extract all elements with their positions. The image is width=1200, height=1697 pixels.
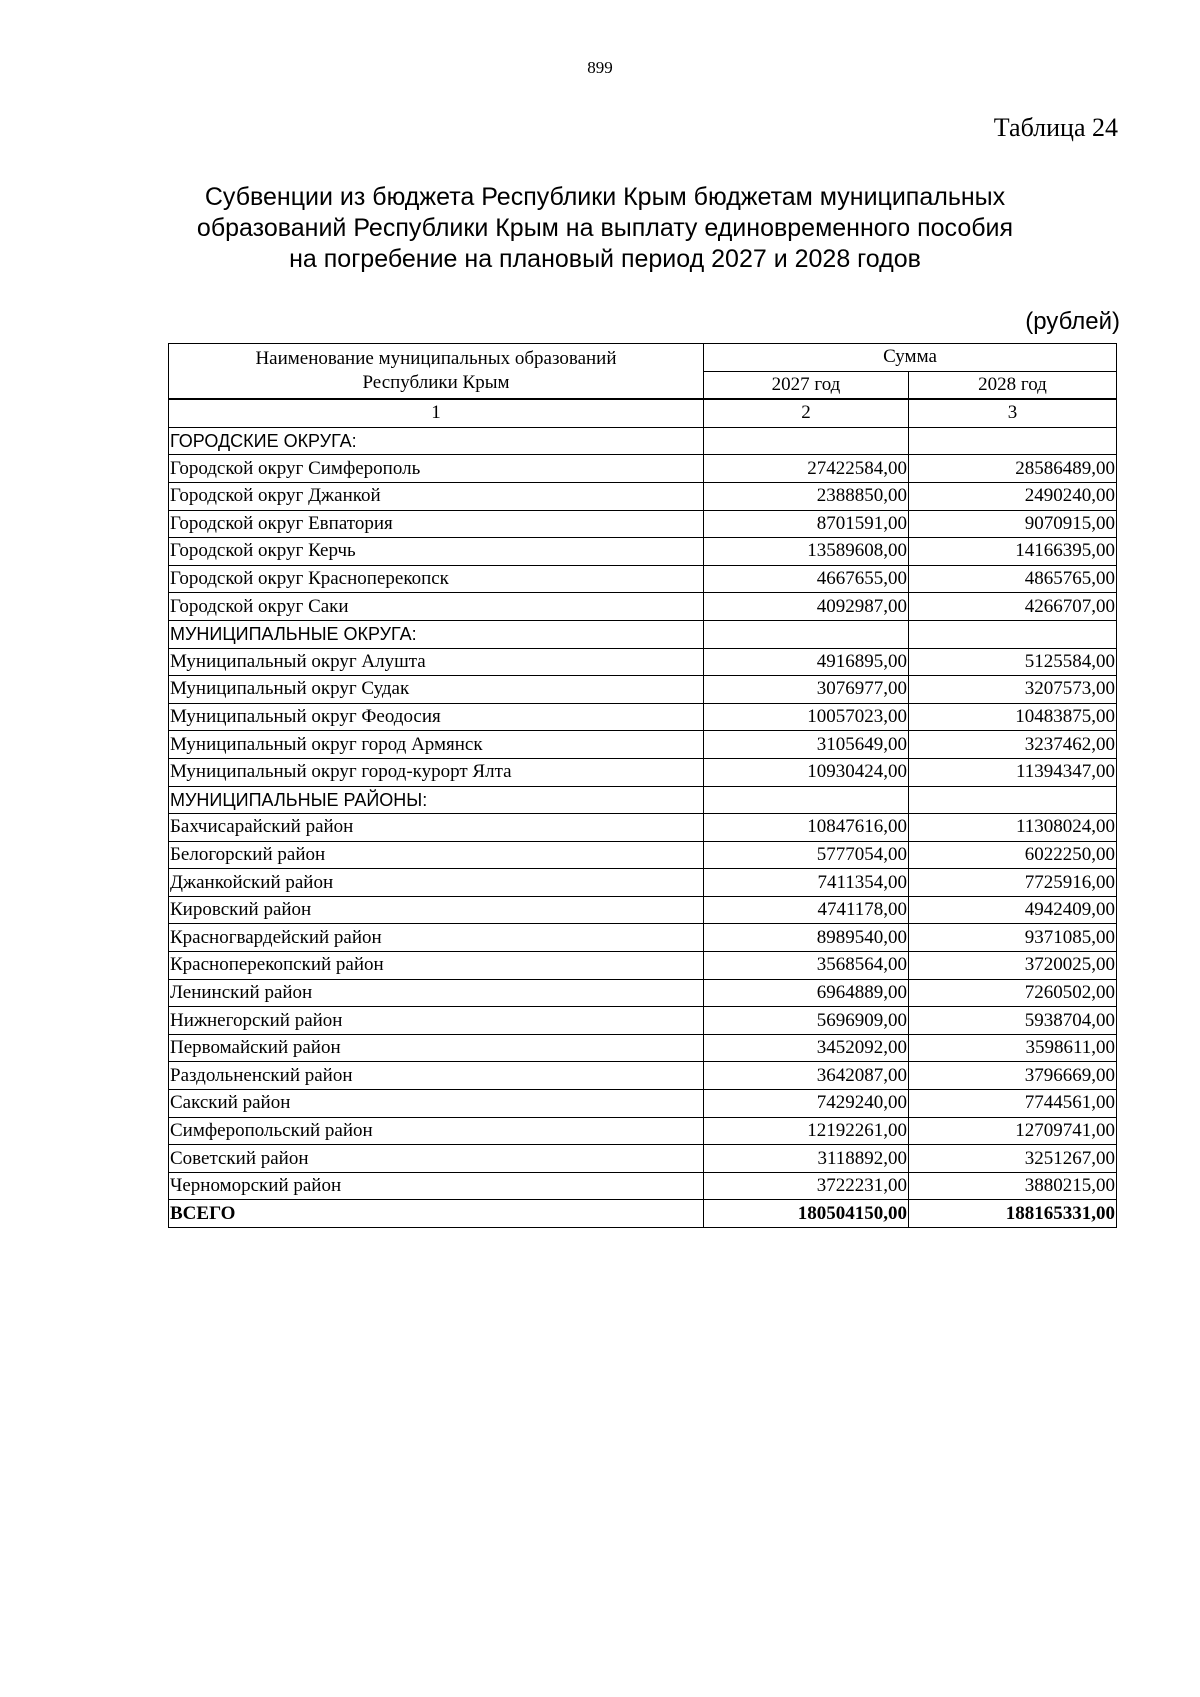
table-row [169,1172,1117,1200]
section-heading: ГОРОДСКИЕ ОКРУГА: [169,427,704,455]
title-line: Субвенции из бюджета Республики Крым бюджетам муниципальных [204,183,1006,211]
table-row [169,731,1117,759]
table-row [169,455,1117,483]
amount-2028: 4942409,00 [909,896,1117,924]
amount-2027: 7411354,00 [704,869,909,897]
amount-2027: 3105649,00 [704,731,909,759]
table-row [169,510,1117,538]
amount-2028: 9070915,00 [909,510,1117,538]
municipality-name: Раздольненский район [169,1062,704,1090]
amount-2027: 6964889,00 [704,979,909,1007]
municipality-name: Сакский район [169,1090,704,1118]
table-row [169,758,1117,786]
municipality-name: Городской округ Саки [169,593,704,621]
amount-2027: 3642087,00 [704,1062,909,1090]
table-row [169,869,1117,897]
municipality-name: Нижнегорский район [169,1007,704,1035]
amount-2028: 188165331,00 [909,1200,1117,1228]
amount-2027: 8701591,00 [704,510,909,538]
table-row [169,538,1117,566]
header-name-line2: Республики Крым [362,372,510,394]
section-row [169,620,1117,648]
municipality-name: Муниципальный округ Феодосия [169,703,704,731]
table-row [169,979,1117,1007]
amount-2028 [909,620,1117,648]
amount-2027: 4916895,00 [704,648,909,676]
amount-2028: 6022250,00 [909,841,1117,869]
amount-2027: 27422584,00 [704,455,909,483]
header-year-2028: 2028 год [909,371,1117,399]
table-row [169,896,1117,924]
municipality-name: Кировский район [169,896,704,924]
amount-2028: 5938704,00 [909,1007,1117,1035]
table-row [169,1145,1117,1173]
table-row [169,1007,1117,1035]
municipality-name: Белогорский район [169,841,704,869]
amount-2027: 10847616,00 [704,814,909,842]
municipality-name: Муниципальный округ город-курорт Ялта [169,758,704,786]
column-number-row [169,399,1117,427]
amount-2028: 7744561,00 [909,1090,1117,1118]
table-row [169,676,1117,704]
amount-2028: 3207573,00 [909,676,1117,704]
municipality-name: Муниципальный округ город Армянск [169,731,704,759]
document-title [140,182,1070,275]
page-number: 899 [587,58,613,77]
municipality-name: Советский район [169,1145,704,1173]
municipality-name: Городской округ Евпатория [169,510,704,538]
amount-2028: 4865765,00 [909,565,1117,593]
amount-2028: 10483875,00 [909,703,1117,731]
municipality-name: Джанкойский район [169,869,704,897]
amount-2027: 12192261,00 [704,1117,909,1145]
table-row [169,703,1117,731]
amount-2028: 2490240,00 [909,482,1117,510]
table-row [169,1090,1117,1118]
amount-2028: 3720025,00 [909,952,1117,980]
header-year-2027: 2027 год [704,371,909,399]
amount-2028: 3880215,00 [909,1172,1117,1200]
column-number: 1 [169,399,704,427]
amount-2027: 10057023,00 [704,703,909,731]
amount-2027: 7429240,00 [704,1090,909,1118]
amount-2028: 5125584,00 [909,648,1117,676]
table-row [169,648,1117,676]
units-label: (рублей) [1025,308,1120,335]
section-heading: МУНИЦИПАЛЬНЫЕ РАЙОНЫ: [169,786,704,814]
amount-2027 [704,786,909,814]
municipality-name: Муниципальный округ Судак [169,676,704,704]
amount-2028: 3598611,00 [909,1034,1117,1062]
amount-2027: 5777054,00 [704,841,909,869]
municipality-name: Городской округ Джанкой [169,482,704,510]
title-line: на погребение на плановый период 2027 и 2028 годов [289,245,921,273]
amount-2028: 7725916,00 [909,869,1117,897]
table-row [169,924,1117,952]
header-sum: Сумма [704,344,1117,372]
amount-2027: 8989540,00 [704,924,909,952]
amount-2027 [704,427,909,455]
table-row [169,482,1117,510]
table-row [169,593,1117,621]
amount-2028: 28586489,00 [909,455,1117,483]
amount-2027: 13589608,00 [704,538,909,566]
table-label: Таблица 24 [993,113,1118,142]
municipality-name: Бахчисарайский район [169,814,704,842]
amount-2028: 12709741,00 [909,1117,1117,1145]
table-row [169,1117,1117,1145]
amount-2027: 10930424,00 [704,758,909,786]
amount-2027: 3722231,00 [704,1172,909,1200]
amount-2028 [909,786,1117,814]
municipality-name: Красногвардейский район [169,924,704,952]
amount-2028: 3251267,00 [909,1145,1117,1173]
municipality-name: Городской округ Керчь [169,538,704,566]
total-row [169,1200,1117,1228]
municipality-name: Первомайский район [169,1034,704,1062]
municipality-name: Муниципальный округ Алушта [169,648,704,676]
municipality-name: Ленинский район [169,979,704,1007]
amount-2027: 2388850,00 [704,482,909,510]
amount-2028: 4266707,00 [909,593,1117,621]
municipality-name: Черноморский район [169,1172,704,1200]
amount-2027: 5696909,00 [704,1007,909,1035]
municipality-name: Красноперекопский район [169,952,704,980]
header-name-column [169,344,704,400]
amount-2027: 3118892,00 [704,1145,909,1173]
table-row [169,814,1117,842]
table-row [169,565,1117,593]
amount-2028: 3237462,00 [909,731,1117,759]
table-row [169,1062,1117,1090]
amount-2027: 3568564,00 [704,952,909,980]
header-name-line1: Наименование муниципальных образований [255,348,617,370]
amount-2028: 11308024,00 [909,814,1117,842]
subventions-table [168,343,1117,1228]
amount-2028: 7260502,00 [909,979,1117,1007]
municipality-name: Городской округ Симферополь [169,455,704,483]
table-row [169,1034,1117,1062]
section-row [169,786,1117,814]
amount-2027 [704,620,909,648]
municipality-name: Симферопольский район [169,1117,704,1145]
amount-2027: 4741178,00 [704,896,909,924]
table-row [169,952,1117,980]
amount-2028: 14166395,00 [909,538,1117,566]
amount-2028: 3796669,00 [909,1062,1117,1090]
column-number: 3 [909,399,1117,427]
municipality-name: Городской округ Красноперекопск [169,565,704,593]
municipality-name: ВСЕГО [169,1200,704,1228]
amount-2027: 3076977,00 [704,676,909,704]
amount-2028 [909,427,1117,455]
amount-2027: 180504150,00 [704,1200,909,1228]
amount-2027: 3452092,00 [704,1034,909,1062]
amount-2027: 4667655,00 [704,565,909,593]
title-line: образований Республики Крым на выплату единовременного пособия [196,214,1014,242]
amount-2027: 4092987,00 [704,593,909,621]
amount-2028: 11394347,00 [909,758,1117,786]
table-row [169,841,1117,869]
section-heading: МУНИЦИПАЛЬНЫЕ ОКРУГА: [169,620,704,648]
column-number: 2 [704,399,909,427]
section-row [169,427,1117,455]
amount-2028: 9371085,00 [909,924,1117,952]
